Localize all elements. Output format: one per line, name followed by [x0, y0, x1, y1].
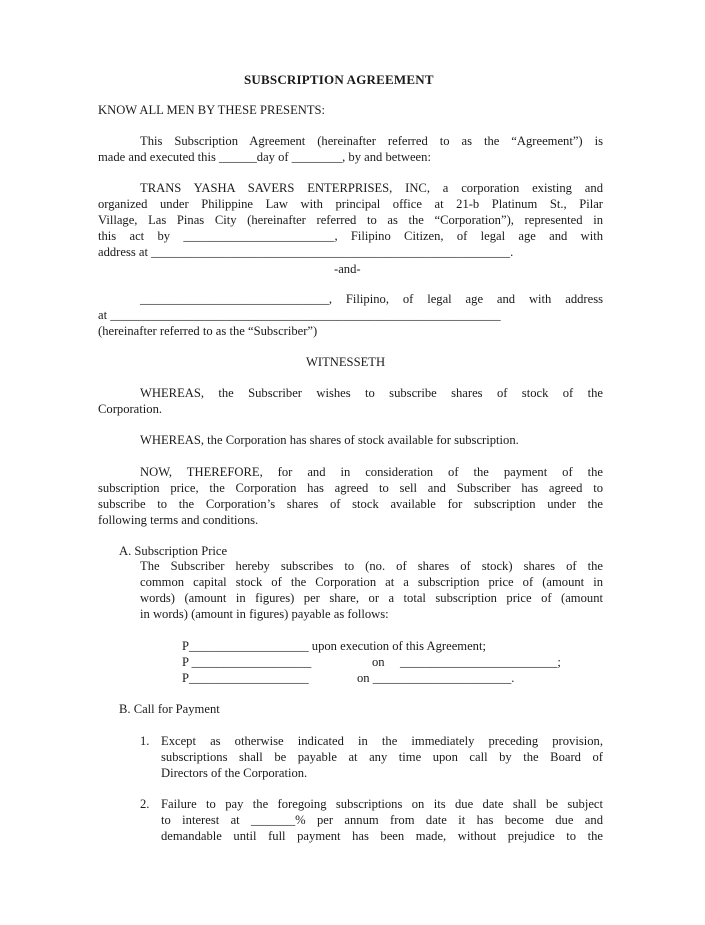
section-b-item-1-line-3: Directors of the Corporation. [161, 766, 308, 780]
section-b-item-2-number: 2. [140, 797, 150, 811]
section-b-heading: B. Call for Payment [119, 702, 220, 716]
section-b-item-2-line-1: Failure to pay the foregoing subscriptions on its due date shall be subject [161, 797, 603, 811]
intro-line-1: This Subscription Agreement (hereinafter referred to as the “Agreement”) is [140, 134, 603, 148]
now-therefore-line-3: subscribe to the Corporation’s shares of stock available for subscription under the [98, 497, 603, 511]
section-b-item-1-line-2: subscriptions shall be payable at any time upon call by the Board of [161, 750, 603, 764]
payment-line-3-amount: P___________________ [182, 671, 309, 685]
party2-line-3: (hereinafter referred to as the “Subscriber”) [98, 324, 318, 338]
payment-line-3-date: on ______________________. [357, 671, 515, 685]
section-a-line-2: common capital stock of the Corporation at a subscription price of (amount in [140, 575, 603, 589]
section-b-item-1-number: 1. [140, 734, 150, 748]
payment-line-2-on: on [372, 655, 385, 669]
whereas2-line: WHEREAS, the Corporation has shares of stock available for subscription. [140, 433, 519, 447]
now-therefore-line-1: NOW, THEREFORE, for and in consideration of the payment of the [140, 465, 603, 479]
payment-line-2-date: _________________________; [400, 655, 561, 669]
party2-line-1: ______________________________, Filipino, of legal age and with address [140, 292, 603, 306]
whereas1-line-2: Corporation. [98, 402, 163, 416]
now-therefore-line-4: following terms and conditions. [98, 513, 259, 527]
party1-line-5: address at _________________________________________________________. [98, 245, 514, 259]
know-all-men-heading: KNOW ALL MEN BY THESE PRESENTS: [98, 103, 326, 117]
section-b-item-1-line-1: Except as otherwise indicated in the immediately preceding provision, [161, 734, 603, 748]
and-separator: -and- [334, 262, 361, 276]
now-therefore-line-2: subscription price, the Corporation has agreed to sell and Subscriber has agreed to [98, 481, 603, 495]
whereas1-line-1: WHEREAS, the Subscriber wishes to subscribe shares of stock of the [140, 386, 603, 400]
section-b-item-2-line-3: demandable until full payment has been made, without prejudice to the [161, 829, 603, 843]
section-a-line-4: in words) (amount in figures) payable as follows: [140, 607, 389, 621]
party1-line-1: TRANS YASHA SAVERS ENTERPRISES, INC, a corporation existing and [140, 181, 603, 195]
payment-line-2-amount: P ___________________ [182, 655, 312, 669]
section-b-item-2-line-2: to interest at _______% per annum from date it has become due and [161, 813, 603, 827]
party1-line-4: this act by ________________________, Filipino Citizen, of legal age and with [98, 229, 603, 243]
party2-line-2: at ______________________________________________________________ [98, 308, 501, 322]
intro-line-2: made and executed this ______day of ________, by and between: [98, 150, 431, 164]
party1-line-2: organized under Philippine Law with principal office at 21-b Platinum St., Pilar [98, 197, 603, 211]
witnesseth-heading: WITNESSETH [306, 355, 386, 369]
section-a-line-3: words) (amount in figures) per share, or a total subscription price of (amount [140, 591, 603, 605]
payment-line-1: P___________________ upon execution of this Agreement; [182, 639, 486, 653]
section-a-line-1: The Subscriber hereby subscribes to (no. of shares of stock) shares of the [140, 559, 603, 573]
party1-line-3: Village, Las Pinas City (hereinafter referred to as the “Corporation”), represented in [98, 213, 603, 227]
document-title: SUBSCRIPTION AGREEMENT [244, 72, 434, 87]
section-a-heading: A. Subscription Price [119, 544, 228, 558]
